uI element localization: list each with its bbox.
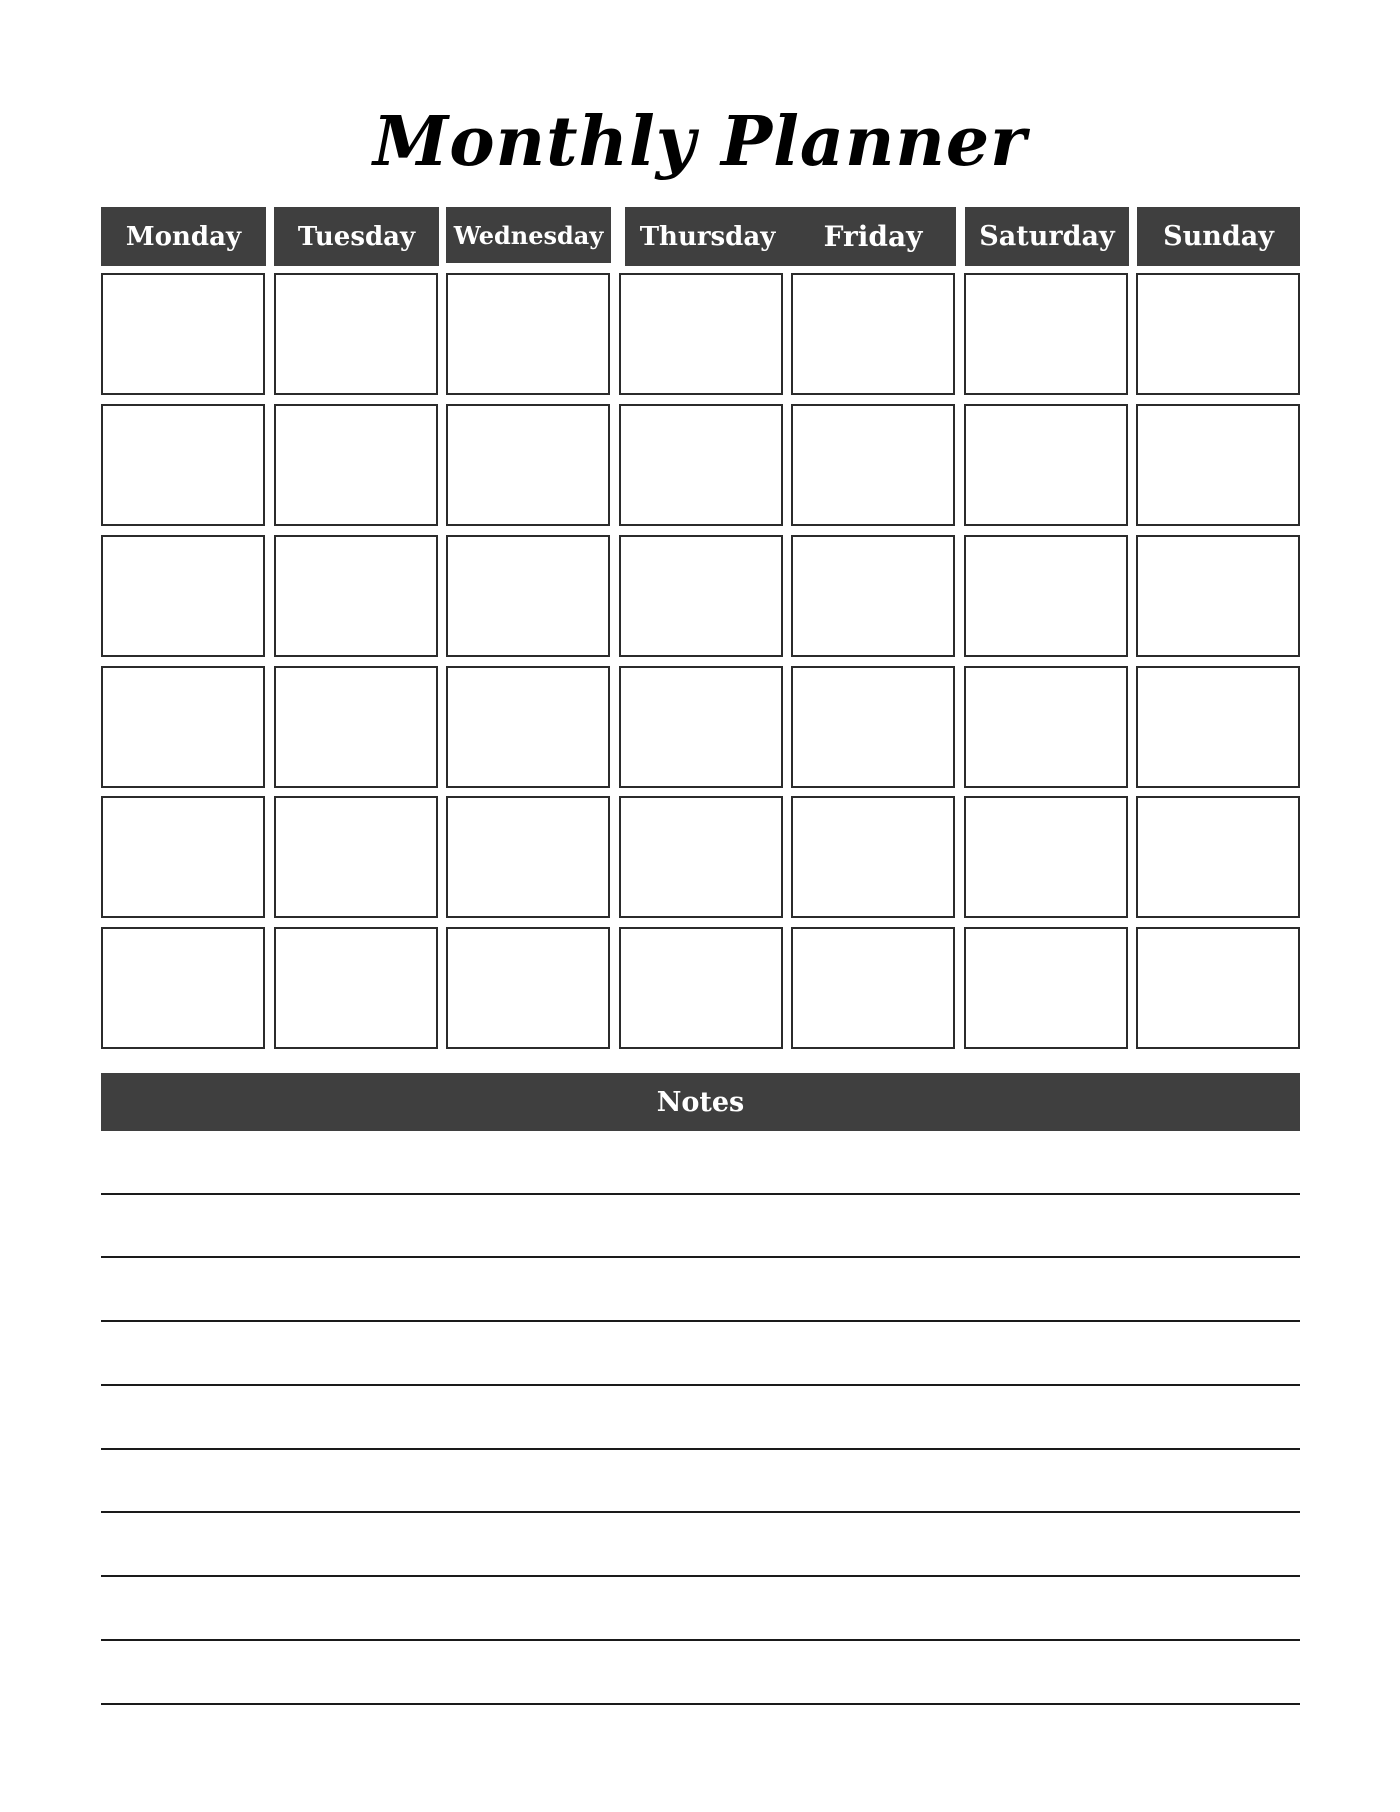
day-cell[interactable] (446, 273, 610, 395)
note-line[interactable] (101, 1193, 1300, 1195)
day-cell[interactable] (964, 273, 1128, 395)
day-cell[interactable] (1136, 666, 1300, 788)
day-cell[interactable] (964, 796, 1128, 918)
note-line[interactable] (101, 1256, 1300, 1258)
day-cell[interactable] (1136, 796, 1300, 918)
day-header-saturday: Saturday (965, 207, 1129, 266)
day-header-tuesday: Tuesday (274, 207, 439, 266)
day-cell[interactable] (964, 666, 1128, 788)
day-cell[interactable] (791, 273, 955, 395)
note-line[interactable] (101, 1448, 1300, 1450)
note-line[interactable] (101, 1320, 1300, 1322)
note-line[interactable] (101, 1384, 1300, 1386)
day-cell[interactable] (964, 927, 1128, 1049)
day-header-sunday: Sunday (1137, 207, 1300, 266)
day-cell[interactable] (619, 404, 783, 526)
day-cell[interactable] (791, 666, 955, 788)
note-line[interactable] (101, 1575, 1300, 1577)
day-cell[interactable] (274, 535, 438, 657)
day-header-thursday: Thursday (625, 207, 790, 266)
page-title: Monthly Planner (373, 102, 1027, 182)
day-cell[interactable] (274, 273, 438, 395)
day-cell[interactable] (274, 927, 438, 1049)
day-cell[interactable] (101, 273, 265, 395)
day-cell[interactable] (1136, 927, 1300, 1049)
day-cell[interactable] (446, 404, 610, 526)
day-cell[interactable] (619, 273, 783, 395)
day-cell[interactable] (446, 927, 610, 1049)
day-header-friday: Friday (790, 207, 956, 266)
day-cell[interactable] (101, 404, 265, 526)
day-cell[interactable] (101, 796, 265, 918)
day-cell[interactable] (101, 666, 265, 788)
day-cell[interactable] (1136, 273, 1300, 395)
day-cell[interactable] (446, 535, 610, 657)
day-cell[interactable] (791, 796, 955, 918)
day-cell[interactable] (101, 535, 265, 657)
day-cell[interactable] (791, 535, 955, 657)
day-cell[interactable] (964, 535, 1128, 657)
day-header-wednesday: Wednesday (446, 207, 611, 263)
day-cell[interactable] (446, 666, 610, 788)
day-cell[interactable] (791, 404, 955, 526)
day-cell[interactable] (274, 404, 438, 526)
day-cell[interactable] (791, 927, 955, 1049)
day-cell[interactable] (101, 927, 265, 1049)
day-cell[interactable] (619, 927, 783, 1049)
note-line[interactable] (101, 1703, 1300, 1705)
day-cell[interactable] (1136, 535, 1300, 657)
day-cell[interactable] (274, 796, 438, 918)
day-cell[interactable] (1136, 404, 1300, 526)
notes-header: Notes (101, 1073, 1300, 1131)
note-line[interactable] (101, 1511, 1300, 1513)
note-line[interactable] (101, 1639, 1300, 1641)
day-cell[interactable] (619, 796, 783, 918)
day-cell[interactable] (619, 535, 783, 657)
day-header-monday: Monday (101, 207, 266, 266)
day-cell[interactable] (964, 404, 1128, 526)
day-cell[interactable] (446, 796, 610, 918)
day-cell[interactable] (619, 666, 783, 788)
day-cell[interactable] (274, 666, 438, 788)
